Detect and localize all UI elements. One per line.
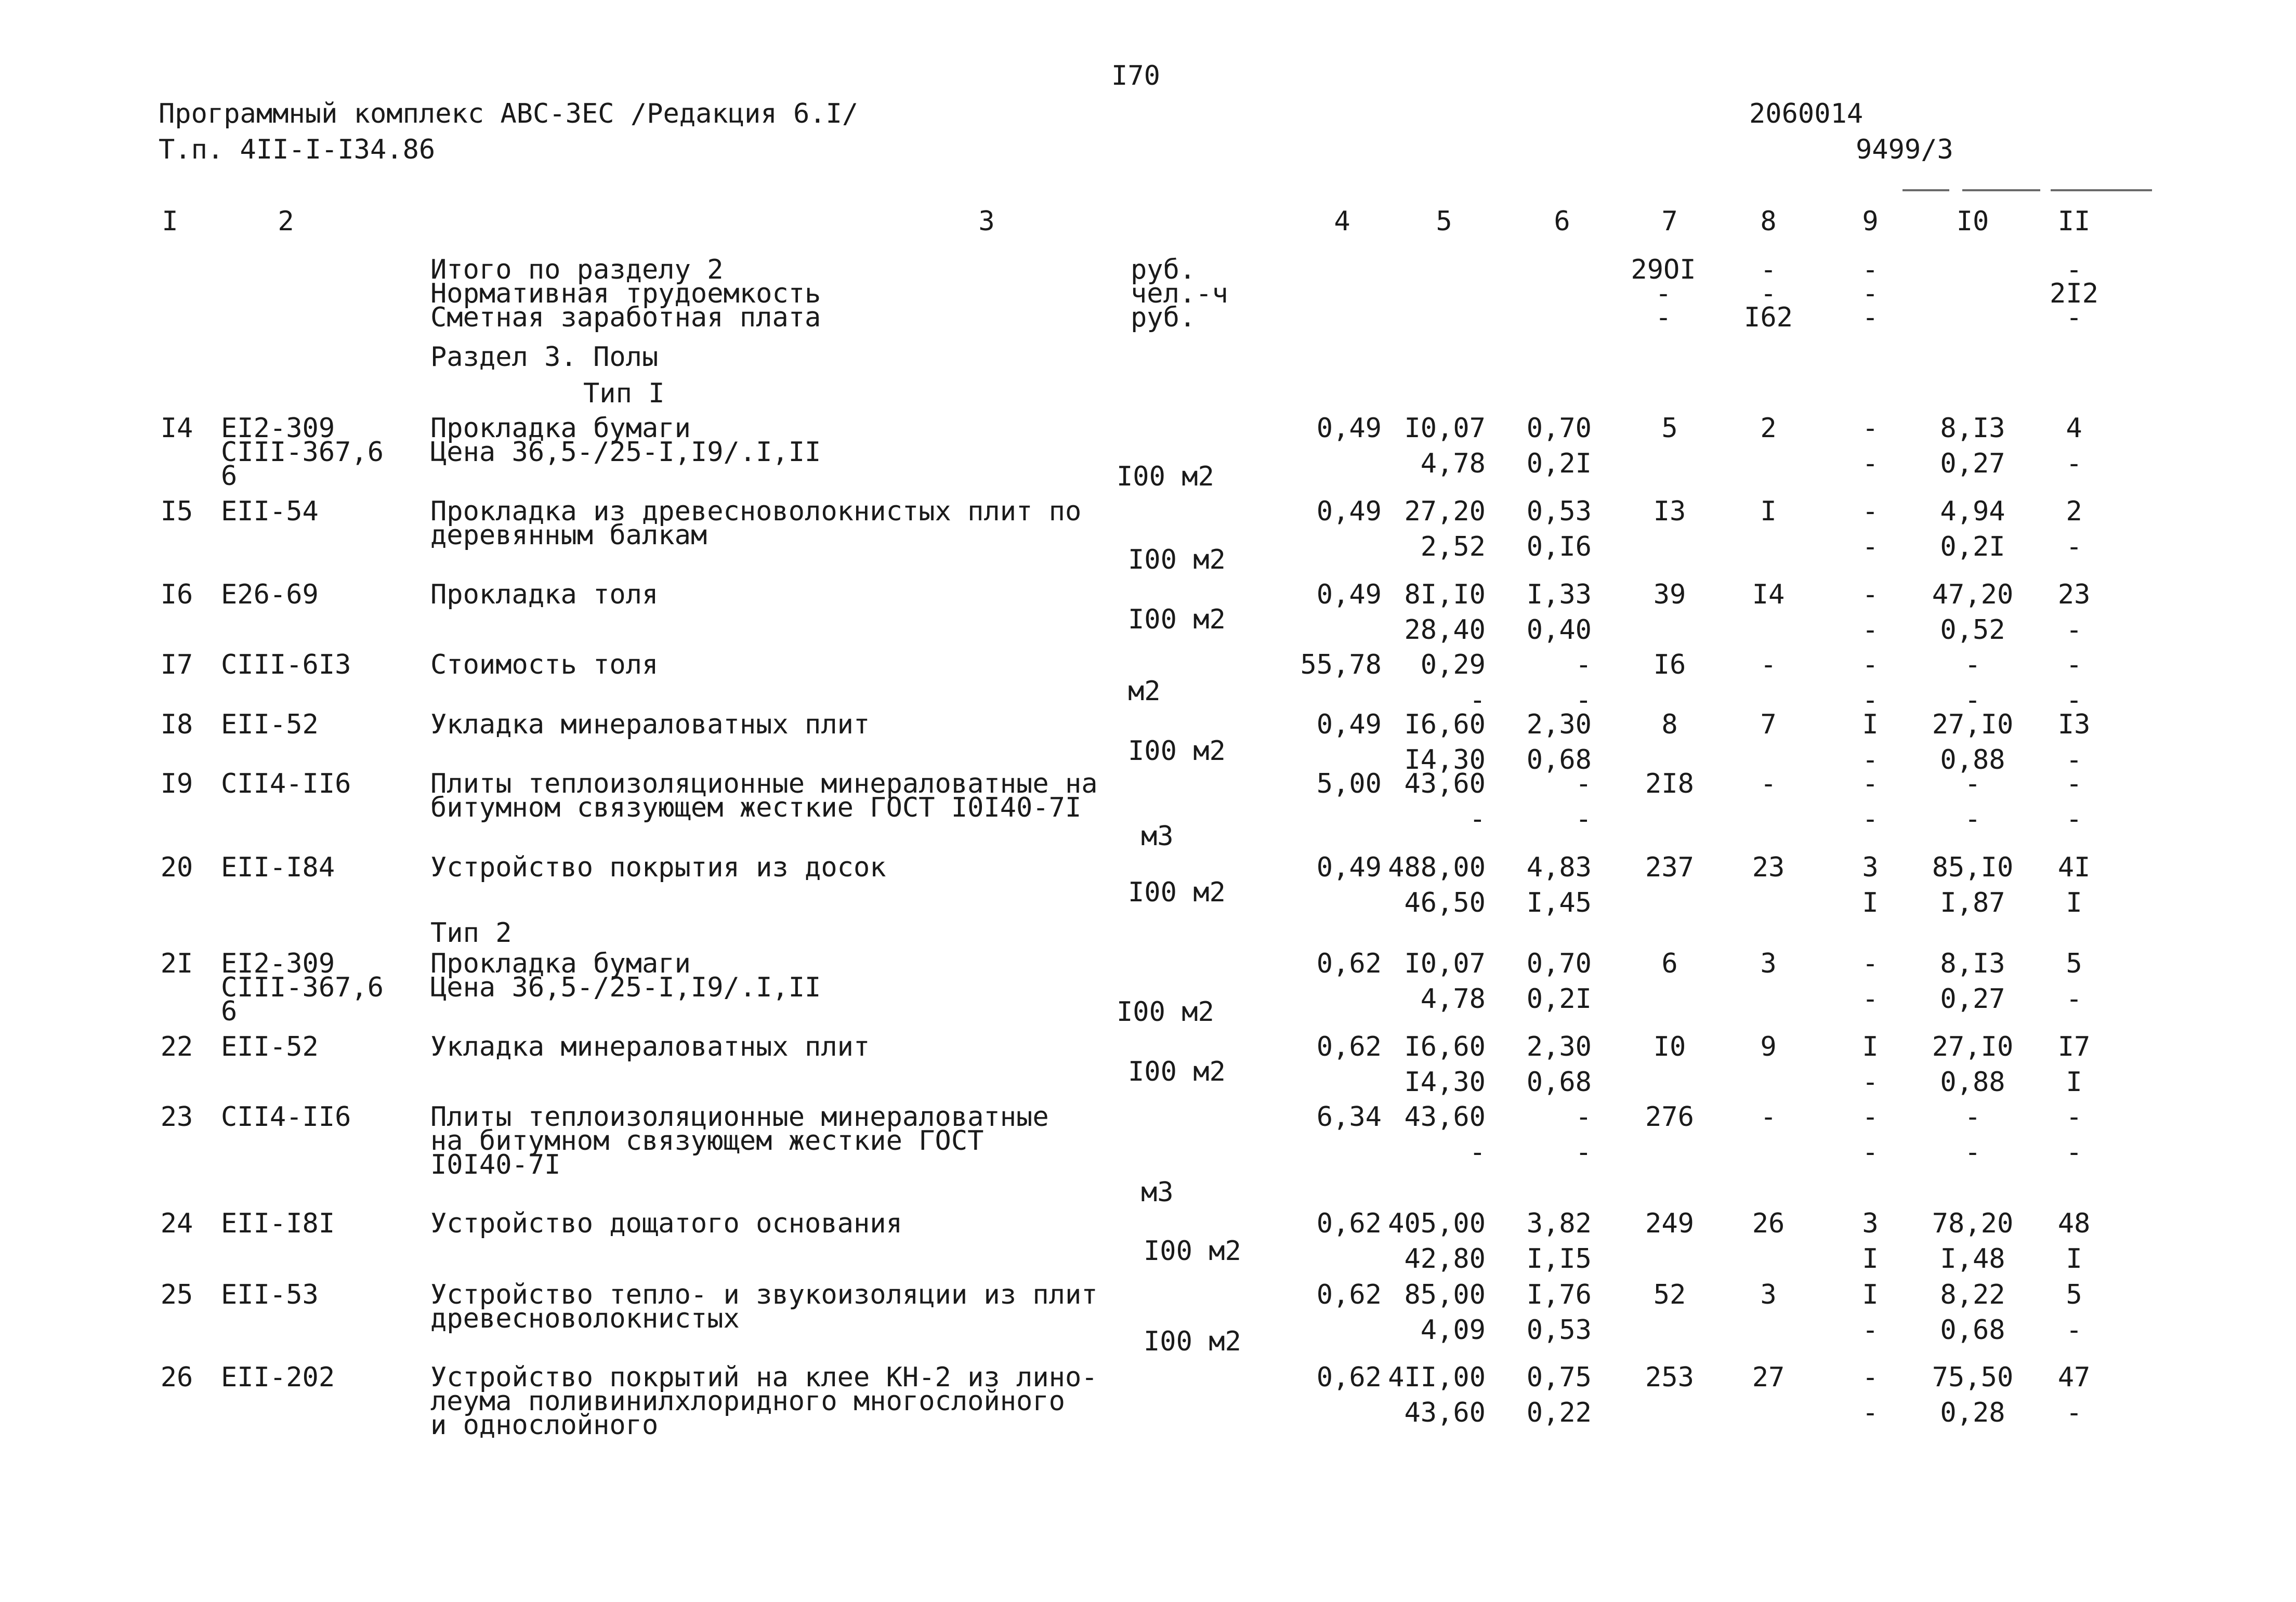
row-number: 25 [160, 1279, 193, 1310]
machine-cost: 7 [1760, 709, 1777, 740]
rate-code: ЕII-54 [221, 496, 319, 527]
work-description: Плиты теплоизоляционные минераловатные на [430, 768, 1098, 799]
machine-price: I,76 [1526, 1279, 1592, 1310]
unit-price: I0,07 [1404, 948, 1486, 979]
unit-price: 43,60 [1404, 768, 1486, 799]
labor-norm: 4,94 [1940, 496, 2005, 527]
work-description: Устройство покрытия из досок [430, 852, 886, 883]
work-description: на битумном связующем жесткие ГОСТ [430, 1125, 984, 1157]
row-number: 23 [160, 1101, 193, 1133]
unit-price-wages: 4,09 [1420, 1315, 1486, 1346]
machine-price: 2,30 [1526, 709, 1592, 740]
labor-total-sub: - [2066, 531, 2082, 562]
unit-price-wages: - [1469, 804, 1486, 835]
row-number: 22 [160, 1031, 193, 1062]
column-header: II [2057, 206, 2091, 237]
machine-price-wages: - [1575, 1137, 1592, 1168]
totals-value: - [1655, 278, 1672, 309]
work-description: Укладка минераловатных плит [430, 1031, 870, 1062]
unit-of-measure: I00 м2 [1117, 996, 1214, 1028]
totals-unit: чел.-ч [1131, 278, 1228, 309]
rate-code: Е26-69 [221, 579, 319, 610]
column-header: 5 [1436, 206, 1452, 237]
wages-value-sub: - [1862, 1067, 1879, 1098]
totals-value: - [2066, 254, 2082, 285]
machine-cost: 23 [1752, 852, 1785, 883]
machine-price-wages: 0,I6 [1526, 531, 1592, 562]
wages-value-sub: I [1862, 887, 1879, 918]
machine-price-wages: 0,53 [1526, 1315, 1592, 1346]
labor-norm-sub: 0,27 [1940, 448, 2005, 479]
column-header: I [162, 206, 178, 237]
rate-code: СIII-367,6 [221, 972, 384, 1003]
totals-value: I62 [1744, 302, 1793, 333]
unit-price: 0,29 [1420, 649, 1486, 680]
wages-value: - [1862, 948, 1879, 979]
labor-total-sub: - [2066, 685, 2082, 716]
total-cost: 39 [1653, 579, 1686, 610]
unit-price-wages: 43,60 [1404, 1397, 1486, 1428]
labor-total-sub: I [2066, 887, 2082, 918]
unit-price: 4II,00 [1388, 1362, 1486, 1393]
work-description: Укладка минераловатных плит [430, 709, 870, 740]
wages-value: I [1862, 709, 1879, 740]
wages-value: - [1862, 649, 1879, 680]
totals-value: - [1862, 254, 1879, 285]
unit-price-wages: 28,40 [1404, 614, 1486, 646]
wages-value-sub: - [1862, 1137, 1879, 1168]
rate-code: ЕII-52 [221, 709, 319, 740]
machine-price: 0,70 [1526, 413, 1592, 444]
labor-total-sub: - [2066, 983, 2082, 1015]
work-description: и однослойного [430, 1410, 659, 1441]
wages-value-sub: - [1862, 744, 1879, 776]
labor-total-sub: I [2066, 1067, 2082, 1098]
row-number: I9 [160, 768, 193, 799]
row-number: 20 [160, 852, 193, 883]
wages-value-sub: - [1862, 614, 1879, 646]
machine-price: 0,75 [1526, 1362, 1592, 1393]
wages-value: - [1862, 1101, 1879, 1133]
work-description: Цена 36,5-/25-I,I9/.I,II [430, 437, 821, 468]
rate-code: СII4-II6 [221, 1101, 351, 1133]
machine-price-wages: I,I5 [1526, 1243, 1592, 1275]
labor-total: 48 [2057, 1208, 2091, 1239]
row-number: I4 [160, 413, 193, 444]
wages-value: - [1862, 413, 1879, 444]
work-description: I0I40-7I [430, 1149, 561, 1180]
machine-price-wages: 0,2I [1526, 448, 1592, 479]
machine-price: - [1575, 1101, 1592, 1133]
unit-of-measure: I00 м2 [1117, 461, 1214, 492]
work-description: Прокладка бумаги [430, 948, 691, 979]
unit-price: 405,00 [1388, 1208, 1486, 1239]
labor-norm-sub: 0,2I [1940, 531, 2005, 562]
unit-of-measure: м3 [1141, 821, 1174, 852]
machine-price: 3,82 [1526, 1208, 1592, 1239]
unit-of-measure: I00 м2 [1128, 877, 1226, 908]
total-cost: 52 [1653, 1279, 1686, 1310]
quantity-value: 6,34 [1316, 1101, 1382, 1133]
unit-of-measure: I00 м2 [1128, 544, 1226, 575]
labor-norm: 85,I0 [1932, 852, 2014, 883]
machine-price: 2,30 [1526, 1031, 1592, 1062]
labor-norm: 27,I0 [1932, 1031, 2014, 1062]
total-cost: 249 [1645, 1208, 1694, 1239]
machine-price-wages: 0,22 [1526, 1397, 1592, 1428]
rate-code: ЕI2-309 [221, 948, 335, 979]
total-cost: I6 [1653, 649, 1686, 680]
quantity-value: 0,62 [1316, 1208, 1382, 1239]
rate-code: СIII-367,6 [221, 437, 384, 468]
unit-of-measure: I00 м2 [1144, 1236, 1241, 1267]
labor-norm-sub: 0,52 [1940, 614, 2005, 646]
machine-price: 0,70 [1526, 948, 1592, 979]
column-header: 8 [1760, 206, 1777, 237]
wages-value-sub: - [1862, 531, 1879, 562]
labor-total: I3 [2057, 709, 2091, 740]
labor-norm-sub: 0,27 [1940, 983, 2005, 1015]
unit-price-wages: I4,30 [1404, 744, 1486, 776]
labor-total: - [2066, 649, 2082, 680]
labor-total: 5 [2066, 948, 2082, 979]
document-code: 2060014 [1749, 98, 1864, 129]
wages-value: I [1862, 1031, 1879, 1062]
work-description: леума поливинилхлоридного многослойного [430, 1386, 1065, 1417]
total-cost: I3 [1653, 496, 1686, 527]
labor-norm: 8,I3 [1940, 948, 2005, 979]
total-cost: 276 [1645, 1101, 1694, 1133]
unit-price: 85,00 [1404, 1279, 1486, 1310]
work-description: Плиты теплоизоляционные минераловатные [430, 1101, 1049, 1133]
machine-cost: 3 [1760, 1279, 1777, 1310]
wages-value-sub: - [1862, 804, 1879, 835]
totals-value: - [1862, 302, 1879, 333]
quantity-value: 0,49 [1316, 413, 1382, 444]
rate-code: СIII-6I3 [221, 649, 351, 680]
labor-norm-sub: 0,88 [1940, 1067, 2005, 1098]
column-header: 7 [1661, 206, 1678, 237]
work-description: древесноволокнистых [430, 1303, 740, 1334]
wages-value-sub: I [1862, 1243, 1879, 1275]
rate-code: ЕII-202 [221, 1362, 335, 1393]
labor-total: 4 [2066, 413, 2082, 444]
wages-value: I [1862, 1279, 1879, 1310]
total-cost: 8 [1661, 709, 1678, 740]
total-cost: I0 [1653, 1031, 1686, 1062]
labor-norm: 8,I3 [1940, 413, 2005, 444]
row-number: I6 [160, 579, 193, 610]
machine-cost: 9 [1760, 1031, 1777, 1062]
column-header: 4 [1334, 206, 1350, 237]
quantity-value: 0,49 [1316, 709, 1382, 740]
row-number: 2I [160, 948, 193, 979]
work-description: Прокладка бумаги [430, 413, 691, 444]
machine-price-wages: 0,68 [1526, 744, 1592, 776]
column-header: 2 [278, 206, 294, 237]
work-description: Устройство тепло- и звукоизоляции из плит [430, 1279, 1098, 1310]
rate-code: СII4-II6 [221, 768, 351, 799]
totals-value: - [1655, 302, 1672, 333]
project-code: Т.п. 4II-I-I34.86 [159, 134, 436, 165]
labor-norm: - [1964, 1101, 1981, 1133]
wages-value: 3 [1862, 1208, 1879, 1239]
divider [1962, 189, 2040, 191]
machine-price: I,33 [1526, 579, 1592, 610]
work-description: Прокладка из древесноволокнистых плит по [430, 496, 1082, 527]
machine-price-wages: 0,68 [1526, 1067, 1592, 1098]
labor-total: I7 [2057, 1031, 2091, 1062]
machine-price: 4,83 [1526, 852, 1592, 883]
machine-price: - [1575, 649, 1592, 680]
labor-norm-sub: I,87 [1940, 887, 2005, 918]
labor-norm-sub: - [1964, 1137, 1981, 1168]
labor-norm-sub: 0,88 [1940, 744, 2005, 776]
divider [1903, 189, 1949, 191]
quantity-value: 0,49 [1316, 579, 1382, 610]
row-number: I7 [160, 649, 193, 680]
machine-cost: 26 [1752, 1208, 1785, 1239]
totals-value: - [1760, 254, 1777, 285]
unit-price-wages: 46,50 [1404, 887, 1486, 918]
unit-price-wages: - [1469, 1137, 1486, 1168]
labor-total: 2 [2066, 496, 2082, 527]
wages-value: - [1862, 1362, 1879, 1393]
wages-value-sub: - [1862, 685, 1879, 716]
total-cost: 6 [1661, 948, 1678, 979]
page-number: I70 [1111, 60, 1160, 91]
labor-total-sub: - [2066, 1397, 2082, 1428]
totals-label: Нормативная трудоемкость [430, 278, 821, 309]
unit-price-wages: 4,78 [1420, 448, 1486, 479]
machine-cost: - [1760, 768, 1777, 799]
unit-price: 43,60 [1404, 1101, 1486, 1133]
machine-cost: - [1760, 649, 1777, 680]
totals-value: - [2066, 302, 2082, 333]
column-header: 9 [1862, 206, 1879, 237]
machine-cost: - [1760, 1101, 1777, 1133]
total-cost: 237 [1645, 852, 1694, 883]
work-description: Устройство дощатого основания [430, 1208, 902, 1239]
labor-norm-sub: 0,28 [1940, 1397, 2005, 1428]
machine-price: - [1575, 768, 1592, 799]
row-number: I5 [160, 496, 193, 527]
column-header: 3 [978, 206, 995, 237]
row-number: 24 [160, 1208, 193, 1239]
unit-of-measure: м3 [1141, 1177, 1174, 1208]
work-description: Устройство покрытий на клее КН-2 из лино- [430, 1362, 1098, 1393]
unit-price: 27,20 [1404, 496, 1486, 527]
unit-of-measure: м2 [1128, 676, 1161, 707]
wages-value-sub: - [1862, 983, 1879, 1015]
unit-price-wages: I4,30 [1404, 1067, 1486, 1098]
quantity-value: 55,78 [1300, 649, 1382, 680]
labor-total: 23 [2057, 579, 2091, 610]
work-description: деревянным балкам [430, 520, 707, 551]
totals-label: Сметная заработная плата [430, 302, 821, 333]
quantity-value: 0,49 [1316, 852, 1382, 883]
labor-norm-sub: I,48 [1940, 1243, 2005, 1275]
labor-norm: 47,20 [1932, 579, 2014, 610]
unit-price: I0,07 [1404, 413, 1486, 444]
unit-price: I6,60 [1404, 709, 1486, 740]
divider [2051, 189, 2152, 191]
labor-total: 47 [2057, 1362, 2091, 1393]
labor-total: - [2066, 768, 2082, 799]
type-heading: Тип I [583, 378, 665, 409]
rate-code: ЕII-I8I [221, 1208, 335, 1239]
rate-code: 6 [221, 461, 238, 492]
row-number: I8 [160, 709, 193, 740]
totals-unit: руб. [1131, 254, 1196, 285]
labor-norm: 78,20 [1932, 1208, 2014, 1239]
labor-norm: 75,50 [1932, 1362, 2014, 1393]
unit-price: 488,00 [1388, 852, 1486, 883]
wages-value-sub: - [1862, 1315, 1879, 1346]
quantity-value: 0,62 [1316, 1362, 1382, 1393]
labor-norm-sub: - [1964, 804, 1981, 835]
unit-price-wages: 42,80 [1404, 1243, 1486, 1275]
wages-value: - [1862, 768, 1879, 799]
machine-cost: 3 [1760, 948, 1777, 979]
labor-total-sub: - [2066, 614, 2082, 646]
row-number: 26 [160, 1362, 193, 1393]
labor-norm-sub: - [1964, 685, 1981, 716]
labor-total-sub: - [2066, 804, 2082, 835]
program-title: Программный комплекс АВС-3ЕС /Редакция 6.I/ [159, 98, 859, 129]
labor-total-sub: - [2066, 448, 2082, 479]
labor-total-sub: I [2066, 1243, 2082, 1275]
wages-value: - [1862, 579, 1879, 610]
machine-cost: 27 [1752, 1362, 1785, 1393]
wages-value: - [1862, 496, 1879, 527]
labor-total: 4I [2057, 852, 2091, 883]
labor-total: 5 [2066, 1279, 2082, 1310]
rate-code: ЕII-52 [221, 1031, 319, 1062]
total-cost: 2I8 [1645, 768, 1694, 799]
unit-of-measure: I00 м2 [1128, 604, 1226, 635]
labor-norm: 8,22 [1940, 1279, 2005, 1310]
wages-value: 3 [1862, 852, 1879, 883]
unit-price-wages: 2,52 [1420, 531, 1486, 562]
unit-price-wages: - [1469, 685, 1486, 716]
unit-price: 8I,I0 [1404, 579, 1486, 610]
work-description: битумном связующем жесткие ГОСТ I0I40-7I [430, 792, 1082, 823]
type-heading: Тип 2 [430, 917, 512, 949]
labor-norm-sub: 0,68 [1940, 1315, 2005, 1346]
machine-cost: I4 [1752, 579, 1785, 610]
unit-of-measure: I00 м2 [1128, 1056, 1226, 1087]
totals-value: - [1760, 278, 1777, 309]
labor-total-sub: - [2066, 744, 2082, 776]
unit-of-measure: I00 м2 [1144, 1326, 1241, 1357]
work-description: Цена 36,5-/25-I,I9/.I,II [430, 972, 821, 1003]
totals-value: 2I2 [2050, 278, 2098, 309]
rate-code: 6 [221, 996, 238, 1027]
rate-code: ЕI2-309 [221, 413, 335, 444]
unit-price: I6,60 [1404, 1031, 1486, 1062]
labor-norm: - [1964, 649, 1981, 680]
machine-price-wages: - [1575, 804, 1592, 835]
totals-unit: руб. [1131, 302, 1196, 333]
machine-cost: I [1760, 496, 1777, 527]
column-header: 6 [1554, 206, 1570, 237]
totals-value: - [1862, 278, 1879, 309]
unit-price-wages: 4,78 [1420, 983, 1486, 1015]
quantity-value: 5,00 [1316, 768, 1382, 799]
labor-total: - [2066, 1101, 2082, 1133]
unit-of-measure: I00 м2 [1128, 736, 1226, 767]
labor-total-sub: - [2066, 1137, 2082, 1168]
wages-value-sub: - [1862, 448, 1879, 479]
total-cost: 5 [1661, 413, 1678, 444]
machine-price-wages: 0,2I [1526, 983, 1592, 1015]
machine-price-wages: I,45 [1526, 887, 1592, 918]
labor-total-sub: - [2066, 1315, 2082, 1346]
document-code-2: 9499/3 [1856, 134, 1953, 165]
column-header: I0 [1956, 206, 1989, 237]
machine-price: 0,53 [1526, 496, 1592, 527]
work-description: Стоимость толя [430, 649, 659, 680]
total-cost: 253 [1645, 1362, 1694, 1393]
labor-norm: - [1964, 768, 1981, 799]
quantity-value: 0,62 [1316, 948, 1382, 979]
quantity-value: 0,62 [1316, 1279, 1382, 1310]
quantity-value: 0,49 [1316, 496, 1382, 527]
machine-cost: 2 [1760, 413, 1777, 444]
totals-value: 29OI [1631, 254, 1696, 285]
totals-label: Итого по разделу 2 [430, 254, 724, 285]
rate-code: ЕII-53 [221, 1279, 319, 1310]
machine-price-wages: - [1575, 685, 1592, 716]
rate-code: ЕII-I84 [221, 852, 335, 883]
wages-value-sub: - [1862, 1397, 1879, 1428]
labor-norm: 27,I0 [1932, 709, 2014, 740]
machine-price-wages: 0,40 [1526, 614, 1592, 646]
section-title: Раздел 3. Полы [430, 342, 659, 373]
work-description: Прокладка толя [430, 579, 659, 610]
quantity-value: 0,62 [1316, 1031, 1382, 1062]
